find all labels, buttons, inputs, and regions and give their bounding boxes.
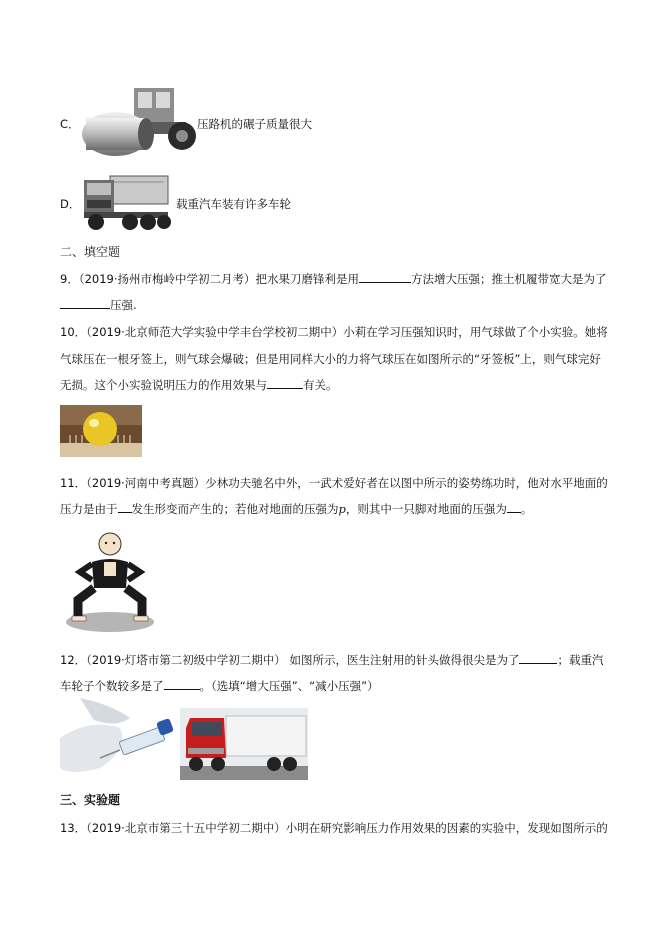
q9-end: 压强. [110, 298, 137, 312]
q12-line-1-suffix: ；载重汽 [557, 653, 604, 667]
q10-line-3-prefix: 无损。这个小实验说明压力的作用效果与 [60, 378, 267, 392]
road-roller-image [80, 86, 198, 160]
q11-var-p: p [338, 502, 346, 516]
q11-line-2-a: 压力是由于 [60, 502, 118, 516]
q10-blank[interactable] [267, 377, 303, 389]
option-c-text: 压路机的碾子质量很大 [197, 117, 312, 131]
section-fill-heading: 二、填空题 [60, 245, 121, 259]
q12-blank-2[interactable] [164, 678, 200, 690]
q10-line-1: 10．（2019·北京师范大学实验中学丰台学校初二期中）小莉在学习压强知识时，用气球做了个小实验。她将 [60, 325, 608, 339]
semi-truck-image [180, 708, 308, 780]
q9-mid: 方法增大压强；推土机履带宽大是为了 [411, 272, 607, 286]
q11-line-2-end: 。 [520, 502, 533, 516]
option-d-letter: D． [60, 197, 81, 211]
question-9-line-2 [60, 297, 137, 313]
q9-blank-2[interactable] [60, 297, 110, 309]
question-12-line-1 [60, 652, 603, 668]
q12-blank-1[interactable] [519, 652, 557, 664]
option-c-letter: C． [60, 117, 80, 131]
q13-line-1: 13．（2019·北京市第三十五中学初二期中）小明在研究影响压力作用效果的因素的实验中，发现如图所示的 [60, 821, 608, 835]
kungfu-stance-image [64, 528, 156, 634]
q9-prefix: 9．（2019·扬州市梅岭中学初二月考）把水果刀磨锋利是用 [60, 272, 359, 286]
question-10-line-3 [60, 377, 338, 393]
heavy-truck-image [80, 168, 172, 234]
question-12-line-2 [60, 678, 379, 694]
balloon-on-toothpicks-image [60, 405, 142, 457]
q9-blank-1[interactable] [359, 271, 411, 283]
q12-line-2-prefix: 车轮子个数较多是了 [60, 679, 164, 693]
question-11-line-2 [60, 501, 532, 517]
q11-line-1: 11．（2019·河南中考真题）少林功夫驰名中外，一武术爱好者在以图中所示的姿势练功时，他对水平地面的 [60, 476, 608, 490]
syringe-image [60, 698, 180, 782]
q12-line-1-prefix: 12．（2019·灯塔市第二初级中学初二期中） 如图所示，医生注射用的针头做得很尖是为了 [60, 653, 520, 667]
q11-blank-2[interactable] [507, 501, 521, 513]
option-d-text: 载重汽车装有许多车轮 [176, 197, 291, 211]
q11-blank-1[interactable] [118, 501, 132, 513]
q12-line-2-suffix: 。（选填“增大压强”、“减小压强”） [199, 679, 379, 693]
section-experiment-heading: 三、实验题 [60, 793, 121, 807]
q11-line-2-b: 发生形变而产生的；若他对地面的压强为 [131, 502, 339, 516]
q10-line-2: 气球压在一根牙签上，则气球会爆破；但是用同样大小的力将气球压在如图所示的“牙签板”上，则气球完好 [60, 352, 601, 366]
question-9 [60, 271, 607, 287]
q10-line-3-suffix: 有关。 [303, 378, 338, 392]
q11-line-2-c: ，则其中一只脚对地面的压强为 [345, 502, 507, 516]
